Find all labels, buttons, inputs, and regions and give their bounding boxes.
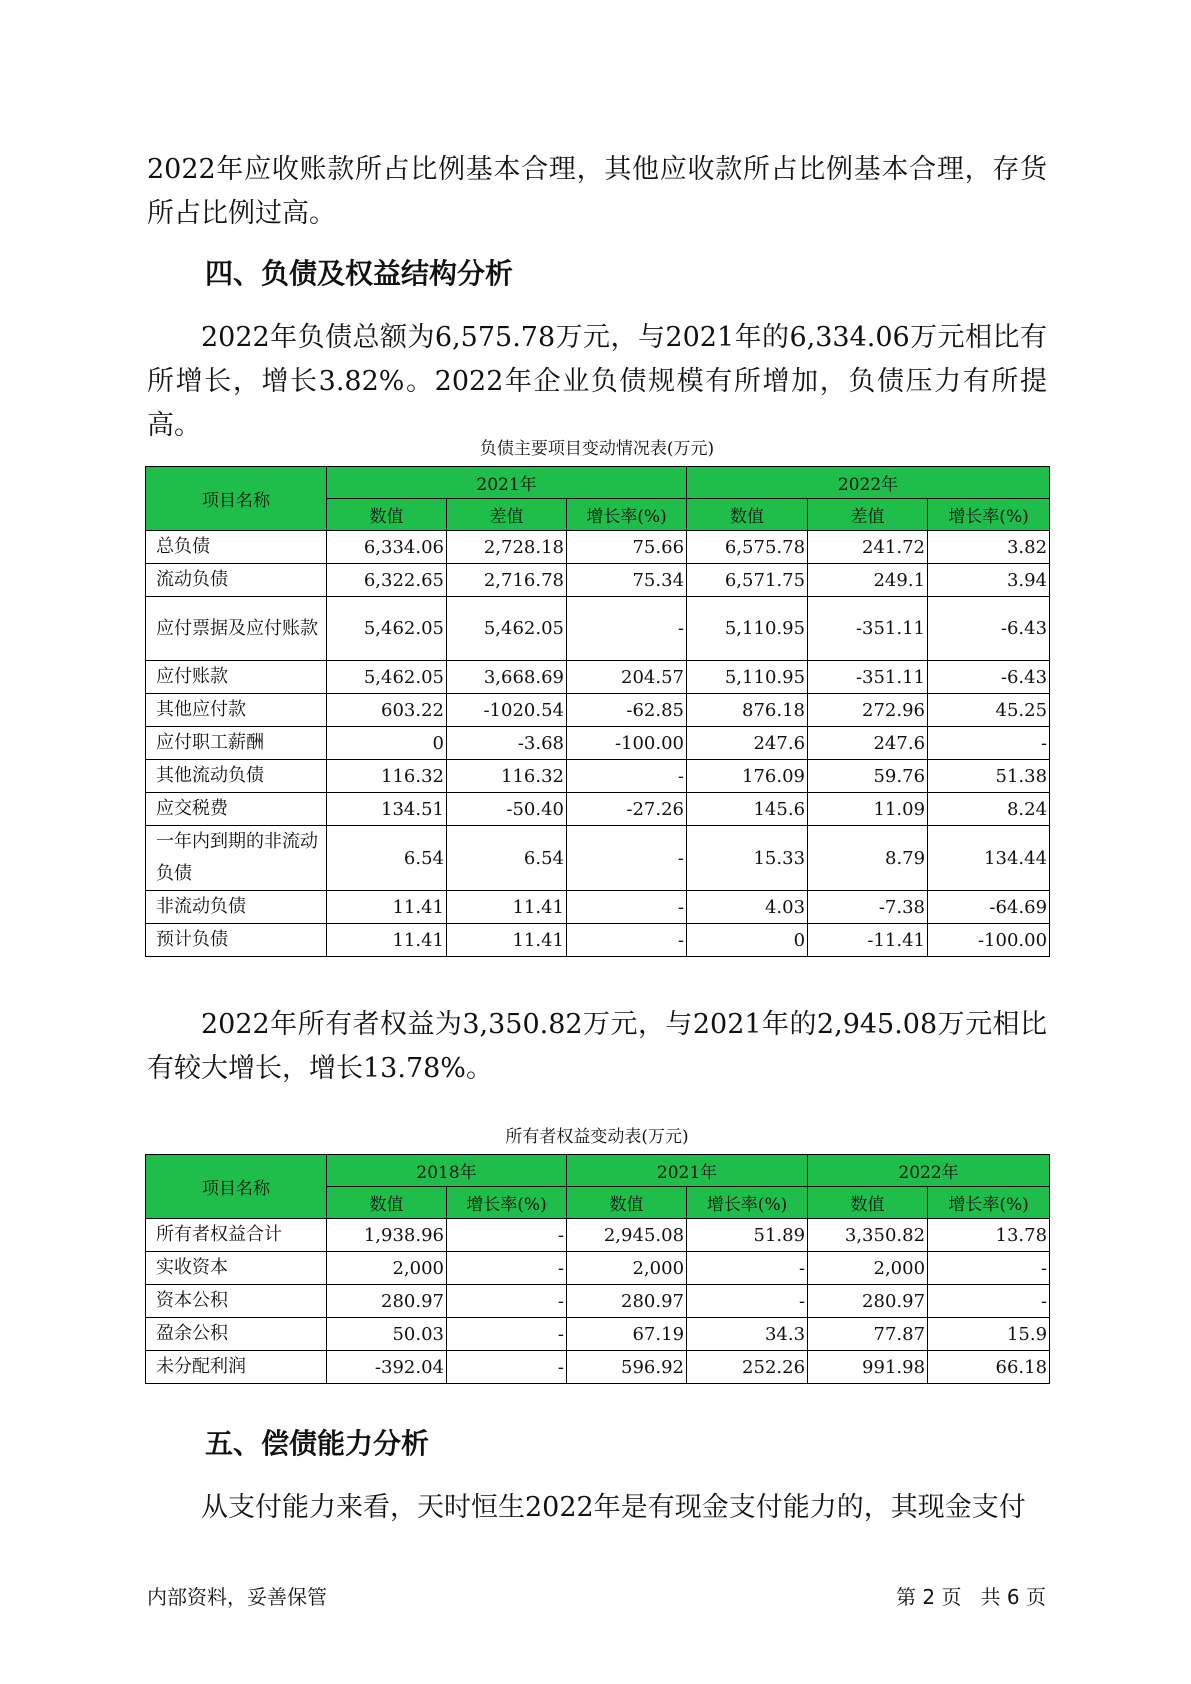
table-subheader: 增长率(%) bbox=[928, 1187, 1050, 1219]
table-cell: 249.1 bbox=[808, 564, 928, 597]
table-row bbox=[146, 727, 1050, 760]
table-cell: - bbox=[447, 1252, 567, 1285]
row-label: 所有者权益合计 bbox=[146, 1219, 327, 1252]
table-cell: 11.41 bbox=[447, 924, 567, 957]
table-cell: - bbox=[567, 826, 687, 891]
table-cell: 247.6 bbox=[687, 727, 808, 760]
table-cell: - bbox=[687, 1285, 808, 1318]
table-subheader: 增长率(%) bbox=[928, 499, 1050, 531]
row-label: 未分配利润 bbox=[146, 1351, 327, 1384]
table-header-year: 2018年 bbox=[327, 1155, 567, 1187]
equity-table bbox=[145, 1154, 1050, 1384]
row-label: 其他流动负债 bbox=[146, 760, 327, 793]
liability-table-caption: 负债主要项目变动情况表(万元) bbox=[479, 439, 715, 459]
table-cell: 2,000 bbox=[327, 1252, 447, 1285]
row-label: 应付账款 bbox=[146, 661, 327, 694]
table-row bbox=[146, 597, 1050, 661]
row-label: 其他应付款 bbox=[146, 694, 327, 727]
row-label: 总负债 bbox=[146, 531, 327, 564]
table-cell: 2,716.78 bbox=[447, 564, 567, 597]
table-cell: 0 bbox=[687, 924, 808, 957]
table-cell: 5,110.95 bbox=[687, 597, 808, 661]
table-subheader: 差值 bbox=[447, 499, 567, 531]
table-cell: 34.3 bbox=[687, 1318, 808, 1351]
table-row bbox=[146, 1219, 1050, 1252]
table-cell: 204.57 bbox=[567, 661, 687, 694]
table-row bbox=[146, 1252, 1050, 1285]
table-cell: 1,938.96 bbox=[327, 1219, 447, 1252]
table-subheader: 数值 bbox=[327, 1187, 447, 1219]
table-header-year: 2022年 bbox=[687, 467, 1050, 499]
table-row bbox=[146, 694, 1050, 727]
table-cell: -392.04 bbox=[327, 1351, 447, 1384]
table-cell: 5,462.05 bbox=[327, 597, 447, 661]
table-cell: 15.33 bbox=[687, 826, 808, 891]
intro-paragraph: 2022年应收账款所占比例基本合理，其他应收款所占比例基本合理，存货所占比例过高。 bbox=[147, 154, 1047, 229]
footer-page-number: 第 2 页 共 6 页 bbox=[896, 1585, 1046, 1609]
section4-heading: 四、负债及权益结构分析 bbox=[205, 257, 514, 290]
table-cell: 134.44 bbox=[928, 826, 1050, 891]
table-cell: -351.11 bbox=[808, 597, 928, 661]
table-cell: 51.89 bbox=[687, 1219, 808, 1252]
row-label: 应付职工薪酬 bbox=[146, 727, 327, 760]
table-cell: 11.41 bbox=[447, 891, 567, 924]
table-cell: 241.72 bbox=[808, 531, 928, 564]
table-cell: 11.41 bbox=[327, 924, 447, 957]
table-cell: 11.41 bbox=[327, 891, 447, 924]
table-cell: 8.79 bbox=[808, 826, 928, 891]
table-cell: 603.22 bbox=[327, 694, 447, 727]
table-cell: -64.69 bbox=[928, 891, 1050, 924]
table-cell: 116.32 bbox=[447, 760, 567, 793]
table-cell: - bbox=[447, 1351, 567, 1384]
table-cell: 876.18 bbox=[687, 694, 808, 727]
table-subheader: 差值 bbox=[808, 499, 928, 531]
row-label: 一年内到期的非流动负债 bbox=[146, 826, 327, 891]
table-row bbox=[146, 924, 1050, 957]
table-cell: 15.9 bbox=[928, 1318, 1050, 1351]
table-header-year: 2021年 bbox=[567, 1155, 808, 1187]
table-cell: 5,110.95 bbox=[687, 661, 808, 694]
table-subheader: 增长率(%) bbox=[567, 499, 687, 531]
table-cell: 176.09 bbox=[687, 760, 808, 793]
table-cell: 8.24 bbox=[928, 793, 1050, 826]
table-cell: 145.6 bbox=[687, 793, 808, 826]
table-cell: -11.41 bbox=[808, 924, 928, 957]
row-label: 应付票据及应付账款 bbox=[146, 597, 327, 661]
table-row bbox=[146, 760, 1050, 793]
table-cell: - bbox=[928, 727, 1050, 760]
table-cell: 0 bbox=[327, 727, 447, 760]
table-cell: 3,668.69 bbox=[447, 661, 567, 694]
table-header-year: 2021年 bbox=[327, 467, 687, 499]
table-cell: 50.03 bbox=[327, 1318, 447, 1351]
table-cell: -27.26 bbox=[567, 793, 687, 826]
table-cell: 6.54 bbox=[327, 826, 447, 891]
table-cell: 252.26 bbox=[687, 1351, 808, 1384]
table-cell: -351.11 bbox=[808, 661, 928, 694]
table-cell: 116.32 bbox=[327, 760, 447, 793]
table-cell: 11.09 bbox=[808, 793, 928, 826]
table-cell: -100.00 bbox=[567, 727, 687, 760]
table-row bbox=[146, 1285, 1050, 1318]
table-cell: - bbox=[928, 1252, 1050, 1285]
table-cell: - bbox=[928, 1285, 1050, 1318]
table-cell: -6.43 bbox=[928, 661, 1050, 694]
table-subheader: 数值 bbox=[808, 1187, 928, 1219]
table-cell: 596.92 bbox=[567, 1351, 687, 1384]
liability-table bbox=[145, 466, 1050, 957]
table-cell: - bbox=[567, 891, 687, 924]
table-cell: 51.38 bbox=[928, 760, 1050, 793]
table-row bbox=[146, 564, 1050, 597]
table-cell: 75.66 bbox=[567, 531, 687, 564]
table-cell: 2,000 bbox=[567, 1252, 687, 1285]
section5-heading: 五、偿债能力分析 bbox=[205, 1427, 430, 1460]
row-label: 应交税费 bbox=[146, 793, 327, 826]
table-cell: 59.76 bbox=[808, 760, 928, 793]
table-cell: 6.54 bbox=[447, 826, 567, 891]
table-row bbox=[146, 531, 1050, 564]
table-cell: 6,334.06 bbox=[327, 531, 447, 564]
table-cell: 75.34 bbox=[567, 564, 687, 597]
row-label: 盈余公积 bbox=[146, 1318, 327, 1351]
table-cell: 134.51 bbox=[327, 793, 447, 826]
table-row bbox=[146, 891, 1050, 924]
table-row bbox=[146, 793, 1050, 826]
table-subheader: 数值 bbox=[327, 499, 447, 531]
row-label: 流动负债 bbox=[146, 564, 327, 597]
table-cell: -62.85 bbox=[567, 694, 687, 727]
table-cell: - bbox=[447, 1318, 567, 1351]
table-cell: -100.00 bbox=[928, 924, 1050, 957]
table-row bbox=[146, 1351, 1050, 1384]
table-cell: 5,462.05 bbox=[327, 661, 447, 694]
table-cell: 77.87 bbox=[808, 1318, 928, 1351]
row-label: 实收资本 bbox=[146, 1252, 327, 1285]
table-cell: - bbox=[567, 760, 687, 793]
table-cell: 3.82 bbox=[928, 531, 1050, 564]
table-cell: 5,462.05 bbox=[447, 597, 567, 661]
table-cell: 67.19 bbox=[567, 1318, 687, 1351]
table-cell: - bbox=[687, 1252, 808, 1285]
table-cell: - bbox=[567, 597, 687, 661]
table-cell: 2,945.08 bbox=[567, 1219, 687, 1252]
table-header-name: 项目名称 bbox=[146, 467, 327, 531]
table-cell: 66.18 bbox=[928, 1351, 1050, 1384]
table-header-year: 2022年 bbox=[808, 1155, 1050, 1187]
solvency-paragraph: 从支付能力来看，天时恒生2022年是有现金支付能力的，其现金支付 bbox=[201, 1492, 1026, 1523]
table-cell: 6,575.78 bbox=[687, 531, 808, 564]
table-cell: 2,728.18 bbox=[447, 531, 567, 564]
table-subheader: 数值 bbox=[567, 1187, 687, 1219]
table-cell: -50.40 bbox=[447, 793, 567, 826]
table-cell: 45.25 bbox=[928, 694, 1050, 727]
table-cell: 991.98 bbox=[808, 1351, 928, 1384]
table-subheader: 增长率(%) bbox=[447, 1187, 567, 1219]
footer-confidential: 内部资料，妥善保管 bbox=[147, 1585, 327, 1609]
table-cell: 3.94 bbox=[928, 564, 1050, 597]
table-cell: 13.78 bbox=[928, 1219, 1050, 1252]
table-cell: - bbox=[447, 1219, 567, 1252]
table-header-name: 项目名称 bbox=[146, 1155, 327, 1219]
table-row bbox=[146, 826, 1050, 891]
table-cell: 3,350.82 bbox=[808, 1219, 928, 1252]
table-cell: -3.68 bbox=[447, 727, 567, 760]
table-cell: 280.97 bbox=[567, 1285, 687, 1318]
table-cell: 247.6 bbox=[808, 727, 928, 760]
table-cell: 6,571.75 bbox=[687, 564, 808, 597]
table-subheader: 增长率(%) bbox=[687, 1187, 808, 1219]
table-subheader: 数值 bbox=[687, 499, 808, 531]
equity-table-caption: 所有者权益变动表(万元) bbox=[505, 1127, 689, 1147]
table-cell: 4.03 bbox=[687, 891, 808, 924]
table-cell: -7.38 bbox=[808, 891, 928, 924]
table-row bbox=[146, 1318, 1050, 1351]
table-cell: 280.97 bbox=[327, 1285, 447, 1318]
table-row bbox=[146, 661, 1050, 694]
table-cell: 6,322.65 bbox=[327, 564, 447, 597]
row-label: 资本公积 bbox=[146, 1285, 327, 1318]
row-label: 预计负债 bbox=[146, 924, 327, 957]
equity-paragraph: 2022年所有者权益为3,350.82万元，与2021年的2,945.08万元相比有较大增长，增长13.78%。 bbox=[147, 1009, 1047, 1084]
table-cell: -6.43 bbox=[928, 597, 1050, 661]
table-cell: - bbox=[567, 924, 687, 957]
table-cell: 280.97 bbox=[808, 1285, 928, 1318]
table-cell: - bbox=[447, 1285, 567, 1318]
liability-paragraph: 2022年负债总额为6,575.78万元，与2021年的6,334.06万元相比有所增长，增长3.82%。2022年企业负债规模有所增加，负债压力有所提高。 bbox=[147, 322, 1047, 441]
table-cell: 272.96 bbox=[808, 694, 928, 727]
row-label: 非流动负债 bbox=[146, 891, 327, 924]
table-cell: 2,000 bbox=[808, 1252, 928, 1285]
table-cell: -1020.54 bbox=[447, 694, 567, 727]
